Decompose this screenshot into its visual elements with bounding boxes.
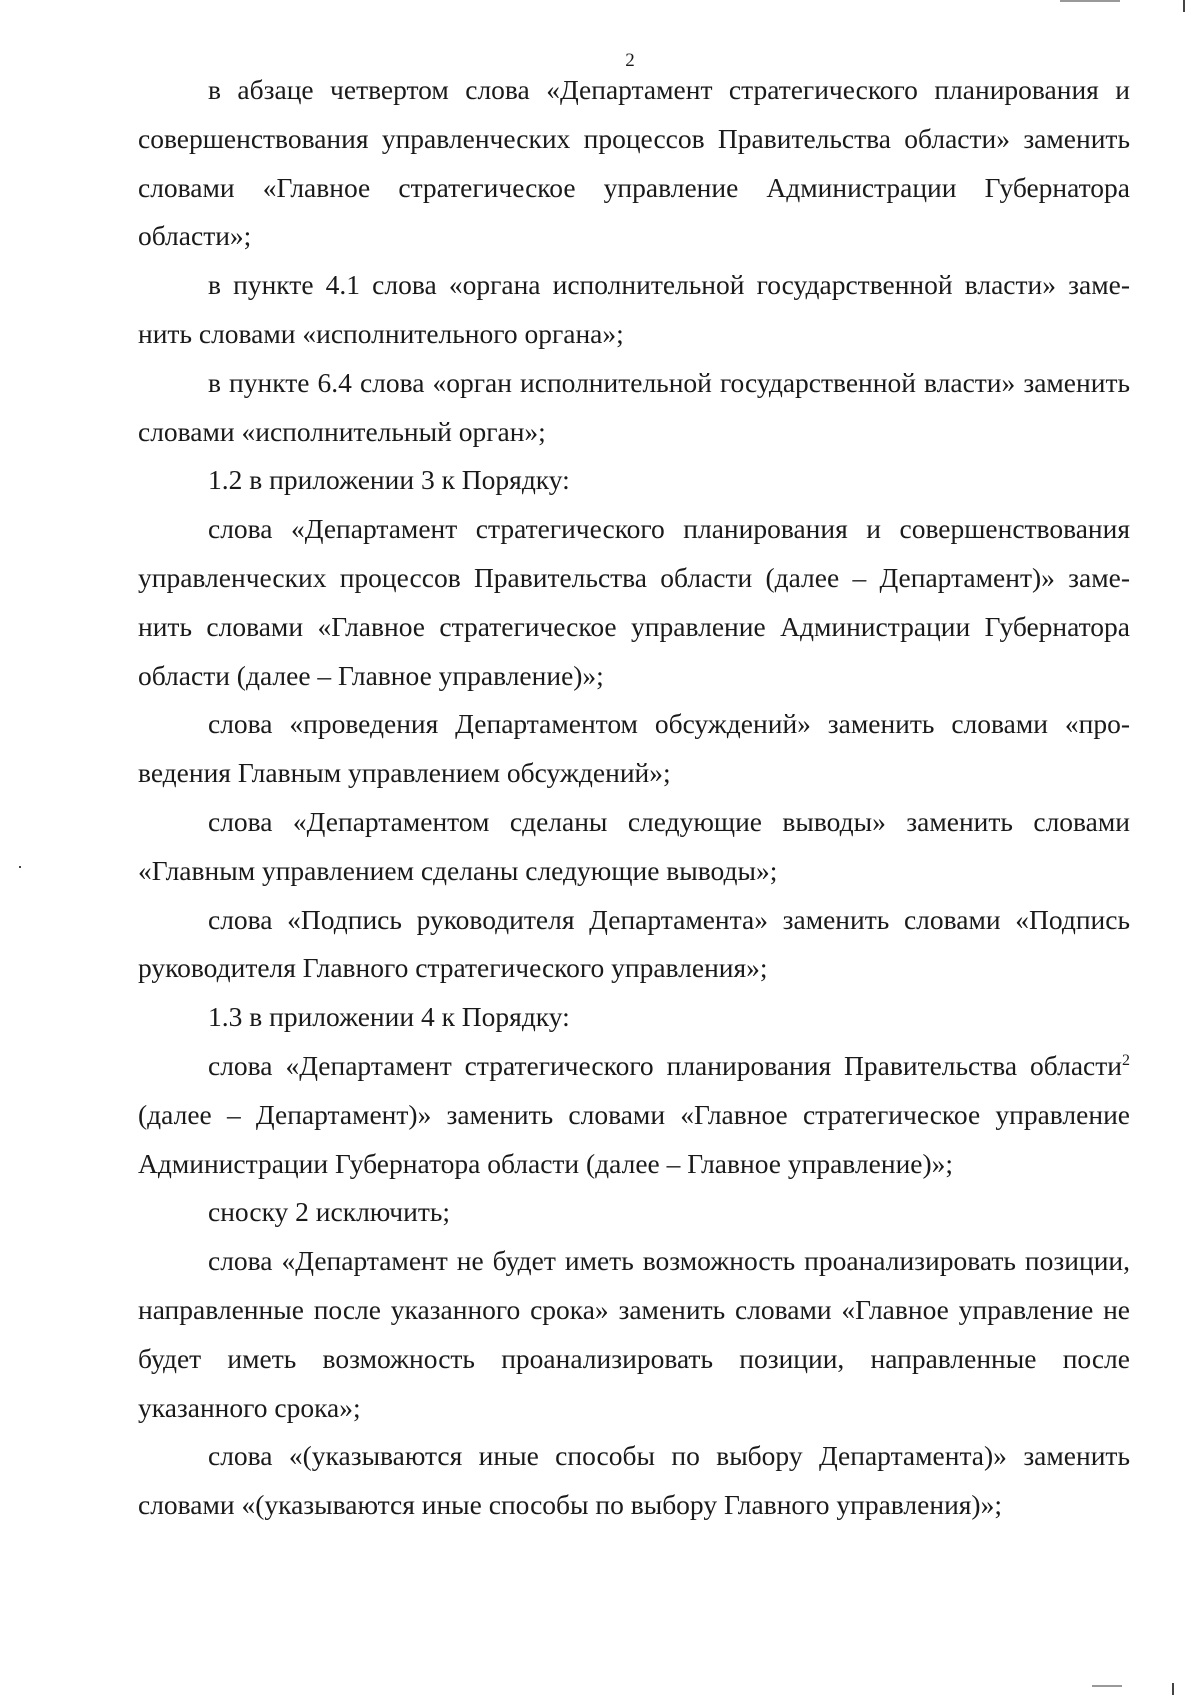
paragraph: слова «(указываются иные способы по выбору Департамента)» заменить словами «(указываются иные способы по выбору Главного управления)»; <box>138 1440 1130 1521</box>
scan-edge-mark <box>1172 1683 1174 1695</box>
paragraph: сноску 2 исключить; <box>208 1196 451 1228</box>
paragraph: слова «Департамент не будет иметь возможность проанализировать позиции, направленные после указанного срока» заменить словами «Главное управление не будет иметь возможность проанализировать позиции, направленные после указанного срока»; <box>138 1245 1130 1423</box>
paragraph: слова «Департаментом сделаны следующие выводы» заменить словами «Главным управлением сделаны следующие выводы»; <box>138 805 1130 886</box>
scan-edge-mark <box>1183 0 1185 12</box>
scan-edge-mark <box>1092 1685 1122 1687</box>
paragraph: слова «Подпись руководителя Департамента» заменить словами «Подпись руководителя Главного стратегического управления»; <box>138 903 1130 984</box>
paragraph: в абзаце четвертом слова «Департамент стратегического планирования и совершенствования управленческих процессов Правительства области» заменить словами «Главное стратегическое управление Администрации Губернатора области»; <box>138 74 1130 252</box>
paragraph-text-before: слова «Департамент стратегического планирования Правительства области <box>208 1049 1122 1081</box>
paragraph-with-footnote-ref <box>138 1042 1130 1188</box>
page-number: 2 <box>625 50 635 71</box>
paragraph-text-after: (далее – Департамент)» заменить словами «Главное стратегическое управление Администрации Губернатора области (далее – Главное управление)»; <box>138 1098 1130 1179</box>
footnote-reference: 2 <box>1122 1051 1130 1069</box>
scan-edge-mark <box>1060 0 1120 2</box>
paragraph: в пункте 6.4 слова «орган исполнительной государственной власти» заменить словами «исполнительный орган»; <box>138 366 1130 447</box>
paragraph: в пункте 4.1 слова «органа исполнительной государственной власти» заменить словами «исполнительного органа»; <box>138 269 1130 349</box>
paragraph: 1.3 в приложении 4 к Порядку: <box>208 1001 570 1033</box>
paragraph: слова «проведения Департаментом обсуждений» заменить словами «проведения Главным управлением обсуждений»; <box>138 708 1130 789</box>
paragraph: 1.2 в приложении 3 к Порядку: <box>208 464 570 496</box>
document-body <box>138 66 1130 1530</box>
paragraph: слова «Департамент стратегического планирования и совершенствования управленческих процессов Правительства области (далее – Департамент)» заменить словами «Главное стратегическое управление Администрации Губернатора области (далее – Главное управление)»; <box>138 513 1130 691</box>
scan-edge-mark <box>19 866 21 868</box>
